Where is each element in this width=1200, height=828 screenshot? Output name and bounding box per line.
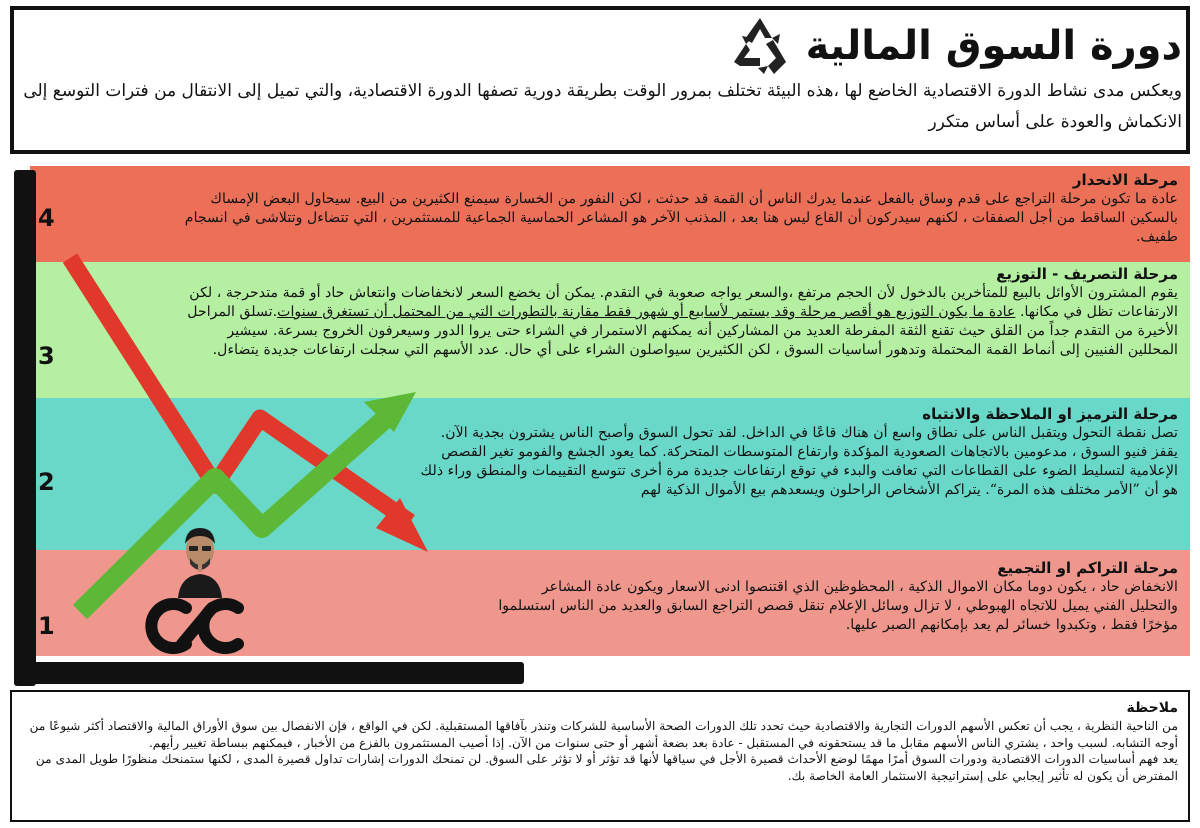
stage-band-4 xyxy=(30,166,1190,262)
stage-3-body-underlined: عادة ما يكون التوزيع هو أقصر مرحلة وقد يستمر لأسابيع أو شهور فقط مقارنة بالتطورات التي من المحتمل أن تستغرق سنوات xyxy=(277,304,1016,320)
vertical-axis-bar xyxy=(14,170,36,686)
note-paragraph-2: يعد فهم أساسيات الدورات الاقتصادية ودورات السوق أمرًا مهمًا لوضع الأحداث قصيرة الأجل في سياقها لأنها قد تؤثر أو لا تؤثر على السوق. لن تمنحك الدورات إشارات تداول قصيرة المدى ، لكنها ستمنحك منظورًا طويل المدى من المفترض أن يكون له تأثير إيجابي على إستراتيجية الاستثمار العامة الخاصة بك. xyxy=(35,752,1178,783)
title-row xyxy=(728,14,1182,78)
stage-3-body-part1: يقوم المشترون الأوائل بالبيع للمتأخرين بالدخول لأن الحجم مرتفع ،والسعر يواجه صعوبة في التقدم. يمكن أن يخضع السعر لانخفاضات وانتعاش حاد أو قمة متدحرجة ، لكن الارتفاعات تظل في مكانها. xyxy=(189,285,1178,320)
stage-number-2: 2 xyxy=(38,468,55,496)
stage-3-body-part2: .تسلق المراحل الأخيرة من التقدم جداً من القلق حيث تقنع الثقة المفرطة العديد من المشاركين أنه يمكنهم الاستمرار في الشراء حتى يروا الدور وسيعرفون الخروج بسرعة. سيشير المحللين الفنيين إلى أنماط القمة المحتملة وتدهور أساسيات السوق ، لكن الكثيرين سيواصلون الشراء على أي حال. عدد الأسهم التي سجلت ارتفاعات جديدة يتضاءل. xyxy=(187,304,1178,358)
stage-2-body: تصل نقطة التحول ويتقبل الناس على نطاق واسع أن هناك قاعًا في الداخل. لقد تحول السوق وأصبح الناس يشترون بجدية الآن. يقفز فنيو السوق ، مدعومين بالاتجاهات الصعودية المؤكدة وارتفاع المتوسطات المتحركة. كما يعود الجشع والفومو تغير القصص الإعلامية لتسليط الضوء على القطاعات التي تعافت والبدء في توقع ارتفاعات جديدة مرة أخرى تتوسع التقييمات والمنطق وراء ذلك هو أن ”الأمر مختلف هذه المرة“. يتراكم الأشخاص الراحلون ويسعدهم بيع الأموال الذكية لهم xyxy=(420,425,1178,498)
stage-4-text-block xyxy=(178,170,1178,247)
stage-1-text-block xyxy=(498,558,1178,635)
stage-2-text-block xyxy=(418,404,1178,500)
person-thinking-icon xyxy=(172,520,228,598)
stage-number-4: 4 xyxy=(38,204,55,232)
note-text xyxy=(22,718,1178,784)
stage-1-body: الانخفاض حاد ، يكون دوما مكان الاموال الذكية ، المحظوظين الذي اقتنصوا ادنى الاسعار ويكون عادة المشاعر والتحليل الفني يميل للاتجاه الهبوطي ، لا تزال وسائل الإعلام تنقل قصص التراجع السابق والعديد من الناس استسلموا مؤخرًا فقط ، وتكبدوا خسائر لم يعد بإمكانهم الصبر عليها. xyxy=(498,579,1178,633)
stage-band-3 xyxy=(30,262,1190,398)
note-paragraph-1: من الناحية النظرية ، يجب أن تعكس الأسهم الدورات التجارية والاقتصادية حيث تحدد تلك الدورات الصحة الأساسية للشركات وتنذر بآفاقها المستقبلية. لكن في الواقع ، فإن الانفصال بين سوق الأوراق المالية والاقتصاد أكثر شيوعًا من أوجه التشابه. لسبب واحد ، يشتري الناس الأسهم مقابل ما قد يستحقونه في المستقبل - عادة بعد بضعة أشهر أو حتى سنوات من الآن. إذا أصيب المستثمرون بالفزع من الأخبار ، فيمكنهم ببساطة تغيير رأيهم. xyxy=(29,719,1178,750)
stage-4-body: عادة ما تكون مرحلة التراجع على قدم وساق بالفعل عندما يدرك الناس أن القمة قد حدثت ، لكن النفور من الخسارة سيمنع الكثيرين من البيع. سيحاول البعض الإمساك بالسكين الساقط من أجل الصفقات ، لكنهم سيدركون أن القاع ليس هنا بعد ، المذنب الآخر هو المشاعر الحماسية الجماعية للمستثمرين ، التي تتضاءل وتتلاشى في انسجام طفيف. xyxy=(184,191,1178,245)
stage-4-title: مرحلة الانحدار xyxy=(1072,171,1178,189)
stage-1-title: مرحلة التراكم او التجميع xyxy=(997,559,1178,577)
stage-2-title: مرحلة الترميز او الملاحظة والانتباه xyxy=(922,405,1178,423)
stage-3-title: مرحلة التصريف - التوزيع xyxy=(996,265,1178,283)
note-title: ملاحظة xyxy=(1126,700,1178,716)
intro-text: ويعكس مدى نشاط الدورة الاقتصادية الخاضع لها ،هذه البيئة تختلف بمرور الوقت بطريقة دورية تصفها الدورة الاقتصادية، والتي تميل إلى الانتقال من فترات التوسع إلى الانكماش والعودة على أساس متكرر xyxy=(23,81,1182,132)
stage-number-1: 1 xyxy=(38,612,55,640)
page-title: دورة السوق المالية xyxy=(805,23,1182,69)
note-box xyxy=(10,690,1190,822)
stage-3-body xyxy=(178,284,1178,360)
oc-logo-icon xyxy=(142,598,244,654)
horizontal-axis-bar xyxy=(14,662,524,684)
stage-number-3: 3 xyxy=(38,342,55,370)
recycle-icon xyxy=(728,14,792,78)
stage-3-text-block xyxy=(178,264,1178,360)
